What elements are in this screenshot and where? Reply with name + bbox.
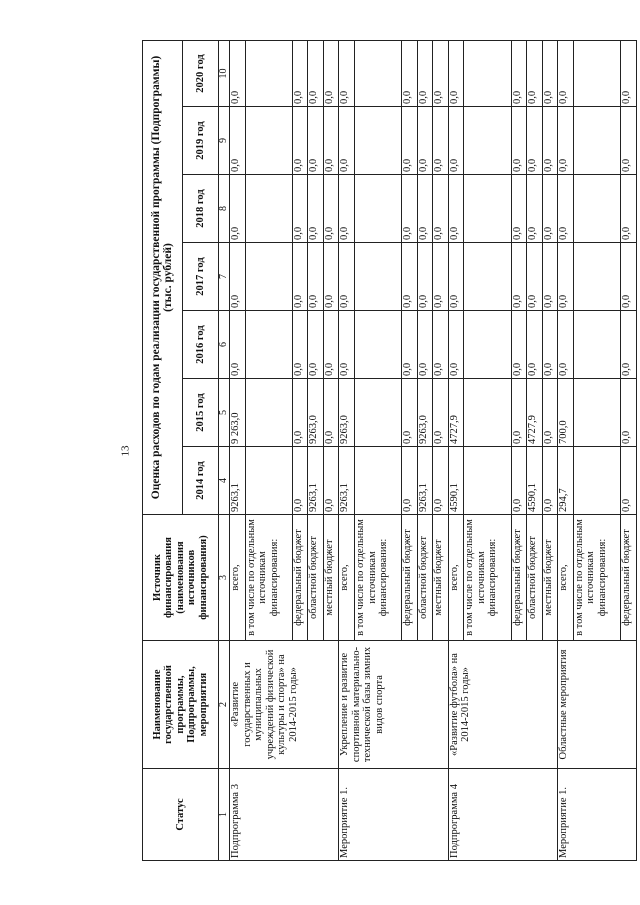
value-cell: 0,0: [402, 447, 418, 515]
funding-source-cell: областной бюджет: [527, 515, 543, 641]
value-cell: 0,0: [511, 243, 527, 311]
value-cell: 0,0: [230, 243, 246, 311]
header-estimate: Оценка расходов по годам реализации государственной программы (Подпрограммы) (тыс. рублей): [143, 40, 183, 514]
value-cell: 4727,9: [448, 379, 464, 447]
value-cell: 0,0: [558, 243, 574, 311]
value-cell: [245, 379, 292, 447]
table-row: [230, 40, 246, 860]
value-cell: [355, 107, 402, 175]
value-cell: 0,0: [292, 379, 308, 447]
value-cell: 0,0: [511, 175, 527, 243]
value-cell: 700,0: [558, 379, 574, 447]
value-cell: [245, 40, 292, 106]
funding-source-cell: областной бюджет: [417, 515, 433, 641]
value-cell: 0,0: [323, 107, 339, 175]
value-cell: [573, 311, 620, 379]
value-cell: 0,0: [417, 311, 433, 379]
funding-source-cell: местный бюджет: [542, 515, 558, 641]
value-cell: [245, 447, 292, 515]
value-cell: [355, 311, 402, 379]
program-name-cell: «Развитие футбола» на 2014-2015 годы»: [448, 641, 557, 769]
header-year: 2017 год: [183, 243, 219, 311]
value-cell: 9 263,0: [230, 379, 246, 447]
value-cell: 9263,0: [339, 379, 355, 447]
status-cell: Подпрограмма 4: [448, 769, 557, 861]
value-cell: 0,0: [448, 311, 464, 379]
value-cell: [355, 40, 402, 106]
value-cell: 0,0: [292, 107, 308, 175]
value-cell: 0,0: [433, 175, 449, 243]
funding-source-cell: областной бюджет: [308, 515, 324, 641]
header-status: Статус: [143, 769, 219, 861]
value-cell: 0,0: [308, 40, 324, 106]
value-cell: 0,0: [308, 243, 324, 311]
value-cell: 0,0: [511, 447, 527, 515]
value-cell: 0,0: [558, 175, 574, 243]
rotated-sheet: [142, 41, 637, 861]
value-cell: 0,0: [558, 311, 574, 379]
value-cell: 0,0: [448, 40, 464, 106]
value-cell: 294,7: [558, 447, 574, 515]
value-cell: 0,0: [433, 311, 449, 379]
value-cell: 0,0: [417, 175, 433, 243]
value-cell: 0,0: [402, 107, 418, 175]
page-number: 13: [119, 445, 132, 457]
value-cell: 0,0: [339, 40, 355, 106]
value-cell: 0,0: [308, 175, 324, 243]
value-cell: [245, 175, 292, 243]
value-cell: 0,0: [308, 311, 324, 379]
value-cell: 9263,1: [230, 447, 246, 515]
value-cell: [573, 379, 620, 447]
value-cell: [573, 40, 620, 106]
funding-source-cell: местный бюджет: [323, 515, 339, 641]
value-cell: 0,0: [621, 311, 637, 379]
column-number: 8: [219, 175, 230, 243]
status-cell: Мероприятие 1.: [558, 769, 637, 861]
value-cell: [464, 447, 511, 515]
value-cell: 0,0: [542, 40, 558, 106]
value-cell: 0,0: [527, 40, 543, 106]
header-year: 2015 год: [183, 379, 219, 447]
value-cell: 0,0: [230, 40, 246, 106]
status-cell: Мероприятие 1.: [339, 769, 448, 861]
value-cell: 0,0: [527, 175, 543, 243]
value-cell: 0,0: [527, 311, 543, 379]
header-name: Наименование государственной программы, Подпрограммы, мероприятия: [143, 641, 219, 769]
value-cell: [573, 107, 620, 175]
value-cell: 0,0: [339, 243, 355, 311]
column-number: 7: [219, 243, 230, 311]
value-cell: 0,0: [339, 107, 355, 175]
value-cell: 0,0: [558, 40, 574, 106]
value-cell: 9263,1: [339, 447, 355, 515]
funding-source-cell: федеральный бюджет: [511, 515, 527, 641]
funding-source-cell: всего,: [558, 515, 574, 641]
column-number: 2: [219, 641, 230, 769]
funding-source-cell: федеральный бюджет: [402, 515, 418, 641]
value-cell: 0,0: [621, 40, 637, 106]
value-cell: 0,0: [621, 243, 637, 311]
value-cell: 0,0: [323, 175, 339, 243]
header-year: 2019 год: [183, 107, 219, 175]
program-name-cell: Областные мероприятия: [558, 641, 637, 769]
value-cell: [573, 447, 620, 515]
value-cell: 0,0: [542, 107, 558, 175]
funding-source-cell: местный бюджет: [433, 515, 449, 641]
table-row: [339, 40, 355, 860]
value-cell: 0,0: [339, 175, 355, 243]
value-cell: 0,0: [542, 447, 558, 515]
value-cell: [245, 107, 292, 175]
funding-source-cell: в том числе по отдельным источникам финансирования:: [464, 515, 511, 641]
value-cell: 0,0: [292, 311, 308, 379]
header-source: Источник финансирования (наименования источников финансирования): [143, 515, 219, 641]
value-cell: [464, 175, 511, 243]
value-cell: 9263,1: [417, 447, 433, 515]
value-cell: [355, 379, 402, 447]
value-cell: 0,0: [621, 175, 637, 243]
funding-source-cell: всего,: [230, 515, 246, 641]
funding-source-cell: в том числе по отдельным источникам финансирования:: [573, 515, 620, 641]
column-number: 6: [219, 311, 230, 379]
value-cell: 0,0: [402, 379, 418, 447]
column-number: 9: [219, 107, 230, 175]
value-cell: 0,0: [402, 243, 418, 311]
value-cell: 0,0: [292, 447, 308, 515]
value-cell: 0,0: [433, 447, 449, 515]
value-cell: 9263,1: [308, 447, 324, 515]
value-cell: 0,0: [292, 40, 308, 106]
funding-source-cell: федеральный бюджет: [621, 515, 637, 641]
value-cell: 0,0: [230, 311, 246, 379]
column-number: 5: [219, 379, 230, 447]
value-cell: 9263,0: [308, 379, 324, 447]
column-number: 1: [219, 769, 230, 861]
value-cell: 0,0: [323, 40, 339, 106]
program-name-cell: Укрепление и развитие спортивной материально-технической базы зимних видов спорта: [339, 641, 448, 769]
value-cell: 0,0: [308, 107, 324, 175]
value-cell: 0,0: [621, 107, 637, 175]
value-cell: [245, 243, 292, 311]
value-cell: [355, 447, 402, 515]
header-year: 2018 год: [183, 175, 219, 243]
value-cell: 0,0: [511, 311, 527, 379]
value-cell: 0,0: [542, 379, 558, 447]
value-cell: 0,0: [292, 243, 308, 311]
value-cell: 0,0: [417, 243, 433, 311]
value-cell: 0,0: [511, 107, 527, 175]
value-cell: 0,0: [621, 447, 637, 515]
value-cell: 4727,9: [527, 379, 543, 447]
header-year: 2016 год: [183, 311, 219, 379]
budget-table: [142, 40, 637, 861]
value-cell: 0,0: [417, 107, 433, 175]
header-year: 2014 год: [183, 447, 219, 515]
value-cell: [355, 243, 402, 311]
value-cell: [464, 379, 511, 447]
funding-source-cell: всего,: [339, 515, 355, 641]
value-cell: [245, 311, 292, 379]
value-cell: 0,0: [402, 40, 418, 106]
value-cell: 9263,0: [417, 379, 433, 447]
value-cell: 0,0: [417, 40, 433, 106]
value-cell: 0,0: [621, 379, 637, 447]
status-cell: Подпрограмма 3: [230, 769, 339, 861]
value-cell: [573, 243, 620, 311]
value-cell: 0,0: [323, 447, 339, 515]
value-cell: 0,0: [433, 107, 449, 175]
program-name-cell: «Развитие государственных и муниципальных учреждений физической культуры и спорта» на 2014-2015 годы»: [230, 641, 339, 769]
value-cell: [355, 175, 402, 243]
value-cell: 0,0: [511, 379, 527, 447]
value-cell: 0,0: [402, 311, 418, 379]
column-number: 4: [219, 447, 230, 515]
value-cell: 0,0: [448, 175, 464, 243]
funding-source-cell: всего,: [448, 515, 464, 641]
value-cell: 0,0: [292, 175, 308, 243]
value-cell: 0,0: [230, 175, 246, 243]
funding-source-cell: в том числе по отдельным источникам финансирования:: [245, 515, 292, 641]
table-row: [558, 40, 574, 860]
column-number: 10: [219, 40, 230, 106]
value-cell: 0,0: [433, 379, 449, 447]
header-year: 2020 год: [183, 40, 219, 106]
value-cell: 0,0: [433, 40, 449, 106]
table-row: [448, 40, 464, 860]
funding-source-cell: в том числе по отдельным источникам финансирования:: [355, 515, 402, 641]
value-cell: 0,0: [542, 175, 558, 243]
value-cell: 0,0: [339, 311, 355, 379]
value-cell: 0,0: [558, 107, 574, 175]
value-cell: 0,0: [230, 107, 246, 175]
value-cell: 4590,1: [448, 447, 464, 515]
value-cell: [464, 107, 511, 175]
value-cell: [573, 175, 620, 243]
value-cell: [464, 243, 511, 311]
value-cell: 0,0: [323, 243, 339, 311]
value-cell: 0,0: [323, 311, 339, 379]
value-cell: 4590,1: [527, 447, 543, 515]
value-cell: 0,0: [323, 379, 339, 447]
value-cell: 0,0: [448, 243, 464, 311]
value-cell: 0,0: [527, 107, 543, 175]
value-cell: 0,0: [402, 175, 418, 243]
value-cell: 0,0: [542, 243, 558, 311]
value-cell: 0,0: [527, 243, 543, 311]
column-number: 3: [219, 515, 230, 641]
value-cell: 0,0: [542, 311, 558, 379]
value-cell: 0,0: [448, 107, 464, 175]
value-cell: [464, 311, 511, 379]
funding-source-cell: федеральный бюджет: [292, 515, 308, 641]
value-cell: 0,0: [433, 243, 449, 311]
value-cell: [464, 40, 511, 106]
value-cell: 0,0: [511, 40, 527, 106]
